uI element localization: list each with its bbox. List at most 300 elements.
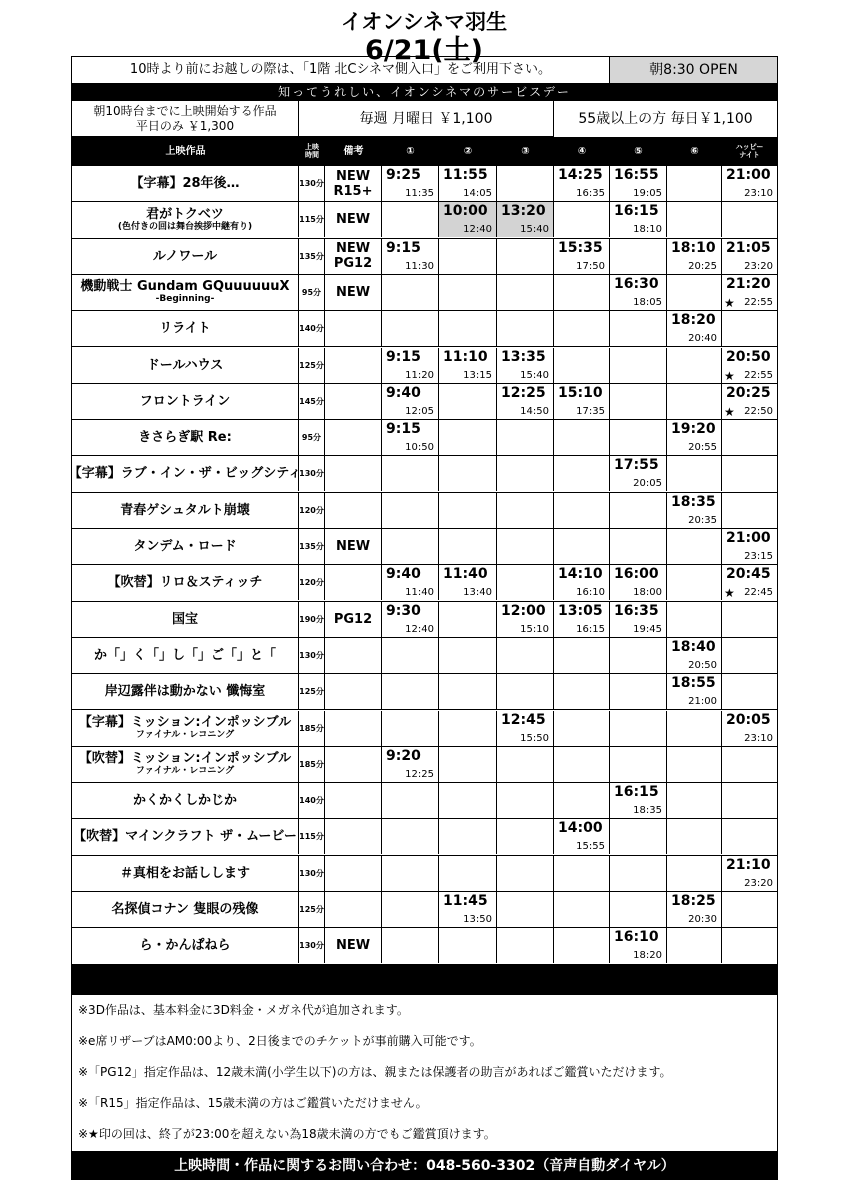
showtime-cell-6 xyxy=(667,565,722,600)
end-time: 12:40 xyxy=(463,224,492,236)
end-time: 18:00 xyxy=(633,587,662,599)
movie-title-cell xyxy=(72,166,299,201)
note-label: R15+ xyxy=(333,183,373,199)
start-time: 15:35 xyxy=(558,239,603,256)
showtime-cell-6 xyxy=(667,711,722,746)
schedule-row xyxy=(68,456,777,492)
showtime-cell-5[interactable] xyxy=(610,456,667,491)
movie-title-cell xyxy=(72,565,299,600)
note-label: PG12 xyxy=(333,256,373,272)
end-time: 11:35 xyxy=(405,188,434,199)
showtime-cell-4[interactable] xyxy=(554,602,610,637)
end-time: 21:00 xyxy=(688,696,717,708)
star-icon: ★ xyxy=(724,586,735,601)
showtime-cell-2[interactable] xyxy=(439,166,497,201)
showtime-cell-1 xyxy=(382,819,439,854)
end-time: 22:50 xyxy=(744,405,773,417)
movie-note xyxy=(325,456,382,491)
movie-title-cell xyxy=(72,928,299,963)
end-time: 19:05 xyxy=(633,188,662,199)
end-time: 17:35 xyxy=(576,405,605,417)
end-time: 14:50 xyxy=(520,405,549,417)
movie-duration: 95分 xyxy=(299,420,325,455)
start-time: 21:05 xyxy=(726,239,771,256)
showtime-cell-5[interactable] xyxy=(610,565,667,600)
start-time: 11:10 xyxy=(443,348,488,365)
showtime-cell-2 xyxy=(439,602,497,637)
movie-note xyxy=(325,819,382,854)
col-happy-night-line2: ナイト xyxy=(739,151,760,159)
movie-note xyxy=(325,747,382,782)
schedule-row xyxy=(72,166,777,202)
movie-duration: 130分 xyxy=(299,638,325,673)
movie-duration: 115分 xyxy=(299,819,325,854)
showtime-cell-happy-night[interactable] xyxy=(722,275,777,310)
movie-title-cell xyxy=(72,711,299,746)
start-time: 18:35 xyxy=(671,493,716,510)
movie-note xyxy=(325,239,382,274)
showtime-cell-4[interactable] xyxy=(554,166,610,201)
showtime-cell-6[interactable] xyxy=(667,674,722,709)
end-time: 12:25 xyxy=(405,768,434,780)
schedule-row xyxy=(72,529,777,565)
movie-title-cell xyxy=(72,420,299,455)
showtime-cell-4[interactable] xyxy=(554,819,610,854)
showtime-cell-6[interactable] xyxy=(667,311,722,346)
showtime-cell-6 xyxy=(667,202,722,237)
movie-duration: 125分 xyxy=(299,674,325,709)
col-screen-5: ⑤ xyxy=(634,145,643,157)
start-time: 12:25 xyxy=(501,384,546,401)
movie-title: タンデム・ロード xyxy=(133,539,237,554)
movie-title: フロントライン xyxy=(139,393,231,409)
start-time: 21:00 xyxy=(726,167,771,183)
movie-title: 【吹替】ミッション:インポッシブル xyxy=(78,751,292,767)
movie-title-cell xyxy=(72,602,299,637)
start-time: 16:15 xyxy=(614,203,659,220)
showtime-cell-happy-night[interactable] xyxy=(722,529,777,564)
showtime-cell-3 xyxy=(497,311,554,346)
movie-note xyxy=(325,565,382,600)
start-time: 16:00 xyxy=(614,566,659,583)
showtime-cell-2 xyxy=(439,275,497,310)
showtime-cell-happy-night xyxy=(722,456,777,491)
end-time: 23:20 xyxy=(744,877,773,889)
movie-duration: 135分 xyxy=(299,529,325,564)
schedule-row xyxy=(72,892,777,928)
showtime-cell-6 xyxy=(667,275,722,310)
start-time: 20:50 xyxy=(726,348,771,365)
movie-note xyxy=(325,420,382,455)
note-label: NEW xyxy=(335,539,371,554)
end-time: 20:30 xyxy=(688,914,717,925)
footnotes xyxy=(71,995,778,1152)
movie-note xyxy=(325,384,382,419)
showtime-cell-4 xyxy=(554,783,610,818)
showtime-cell-1 xyxy=(382,928,439,963)
movie-title: 君がトクベツ xyxy=(146,206,224,222)
movie-note xyxy=(325,674,382,709)
movie-title: 青春ゲシュタルト崩壊 xyxy=(120,502,250,518)
showtime-cell-4[interactable] xyxy=(554,565,610,600)
end-time: 12:05 xyxy=(405,405,434,417)
showtime-cell-5 xyxy=(610,674,667,709)
start-time: 11:45 xyxy=(443,893,488,909)
showtime-cell-3 xyxy=(497,819,554,854)
start-time: 9:40 xyxy=(386,566,421,583)
movie-duration: 130分 xyxy=(299,928,325,963)
movie-title-cell xyxy=(72,819,299,854)
showtime-cell-happy-night[interactable] xyxy=(722,239,777,274)
start-time: 16:10 xyxy=(614,929,659,946)
movie-title-cell xyxy=(72,493,299,528)
start-time: 20:05 xyxy=(726,711,771,728)
movie-title: 【吹替】マインクラフト ザ・ムービー xyxy=(73,829,297,845)
showtime-cell-5 xyxy=(610,892,667,927)
end-time: 20:05 xyxy=(633,478,662,490)
showtime-cell-3 xyxy=(497,493,554,528)
showtime-cell-6 xyxy=(667,819,722,854)
showtime-cell-happy-night[interactable] xyxy=(722,856,777,891)
start-time: 12:00 xyxy=(501,602,546,619)
showtime-cell-5 xyxy=(610,747,667,782)
showtime-cell-1 xyxy=(382,311,439,346)
col-screen-1: ① xyxy=(406,145,415,157)
end-time: 22:45 xyxy=(744,587,773,599)
showtime-cell-1 xyxy=(382,674,439,709)
showtime-cell-happy-night xyxy=(722,602,777,637)
showtime-cell-5[interactable] xyxy=(610,275,667,310)
movie-duration: 125分 xyxy=(299,348,325,383)
showtime-cell-2 xyxy=(439,529,497,564)
showtime-cell-4 xyxy=(554,529,610,564)
start-time: 11:55 xyxy=(443,167,488,183)
movie-title-cell xyxy=(72,856,299,891)
movie-duration: 145分 xyxy=(299,384,325,419)
movie-title-cell xyxy=(72,638,299,673)
showtime-cell-4 xyxy=(554,638,610,673)
showtime-cell-5 xyxy=(610,239,667,274)
entrance-notice: 10時より前にお越しの際は、「1階 北Cシネマ側入口」をご利用下さい。 xyxy=(72,57,610,83)
showtime-cell-1 xyxy=(382,275,439,310)
showtime-cell-2 xyxy=(439,928,497,963)
showtime-cell-5[interactable] xyxy=(610,602,667,637)
showtime-cell-4 xyxy=(554,456,610,491)
movie-title: ＃真相をお話しします xyxy=(119,865,250,881)
movie-title: 岸辺露伴は動かない 懺悔室 xyxy=(104,684,266,700)
movie-title: かくかくしかじか xyxy=(132,793,237,809)
showtime-cell-happy-night[interactable] xyxy=(722,348,777,383)
info-header xyxy=(71,56,778,166)
showtime-cell-3 xyxy=(497,456,554,491)
col-duration xyxy=(299,137,325,165)
promo-morning-line2: 平日のみ ￥1,300 xyxy=(135,119,235,133)
col-screen-3: ③ xyxy=(521,145,530,157)
start-time: 14:10 xyxy=(558,566,603,583)
movie-title: きさらぎ駅 Re: xyxy=(138,430,232,446)
showtime-cell-3[interactable] xyxy=(497,348,554,383)
start-time: 13:05 xyxy=(558,602,603,619)
showtime-cell-4 xyxy=(554,928,610,963)
showtime-cell-6[interactable] xyxy=(667,892,722,927)
showtime-cell-2[interactable] xyxy=(439,348,497,383)
note-label: NEW xyxy=(335,938,371,954)
showtime-cell-1 xyxy=(382,202,439,237)
movie-note xyxy=(325,348,382,383)
movie-note xyxy=(325,275,382,310)
movie-duration: 185分 xyxy=(299,711,325,746)
showtime-cell-6[interactable] xyxy=(667,420,722,455)
col-happy-night-line1: ハッピー xyxy=(735,143,764,151)
showtime-cell-6 xyxy=(667,783,722,818)
showtime-cell-5 xyxy=(610,819,667,854)
showtime-cell-1[interactable] xyxy=(382,166,439,201)
showtime-cell-1[interactable] xyxy=(382,348,439,383)
showtime-cell-5 xyxy=(610,493,667,528)
col-screen-2: ② xyxy=(463,145,473,157)
note-label: NEW xyxy=(335,284,371,300)
start-time: 14:25 xyxy=(558,167,603,183)
start-time: 12:45 xyxy=(501,711,546,728)
showtime-cell-4 xyxy=(554,275,610,310)
showtime-cell-happy-night xyxy=(722,819,777,854)
showtime-cell-3 xyxy=(497,783,554,818)
showtime-cell-6 xyxy=(667,166,722,201)
movie-note xyxy=(325,311,382,346)
start-time: 20:45 xyxy=(726,566,771,583)
col-note: 備考 xyxy=(343,145,364,157)
end-time: 22:55 xyxy=(744,296,773,308)
showtime-cell-3[interactable] xyxy=(497,202,554,237)
end-time: 13:15 xyxy=(463,369,492,381)
movie-duration: 115分 xyxy=(299,202,325,237)
showtime-cell-4 xyxy=(554,892,610,927)
movie-duration: 130分 xyxy=(299,856,325,891)
showtime-cell-4 xyxy=(554,202,610,237)
showtime-cell-1[interactable] xyxy=(382,747,439,782)
schedule-row xyxy=(72,783,777,819)
end-time: 11:20 xyxy=(405,369,434,381)
showtime-cell-5 xyxy=(610,420,667,455)
showtime-cell-happy-night[interactable] xyxy=(722,711,777,746)
movie-title: 【字幕】ラブ・イン・ザ・ビッグシティ xyxy=(68,466,302,482)
end-time: 16:35 xyxy=(576,188,605,199)
movie-title: か「」く「」し「」ご「」と「 xyxy=(93,647,276,663)
start-time: 18:20 xyxy=(671,312,716,329)
showtime-cell-happy-night xyxy=(722,638,777,673)
star-icon: ★ xyxy=(724,295,735,310)
schedule-row xyxy=(72,638,777,674)
movie-title: リライト xyxy=(159,321,211,337)
showtime-cell-1[interactable] xyxy=(382,420,439,455)
showtime-cell-4[interactable] xyxy=(554,384,610,419)
column-header xyxy=(72,137,777,165)
end-time: 13:50 xyxy=(463,914,492,925)
movie-title: 【吹替】リロ＆スティッチ xyxy=(107,575,263,591)
movie-note xyxy=(325,166,382,201)
schedule-date: 6/21(土) xyxy=(365,35,483,66)
showtime-cell-6 xyxy=(667,602,722,637)
schedule-row xyxy=(72,856,777,892)
end-time: 20:40 xyxy=(688,333,717,345)
start-time: 9:25 xyxy=(386,167,421,183)
showtime-cell-3 xyxy=(497,565,554,600)
showtime-cell-4[interactable] xyxy=(554,239,610,274)
showtime-cell-5 xyxy=(610,311,667,346)
start-time: 21:10 xyxy=(726,856,771,873)
showtime-cell-1 xyxy=(382,783,439,818)
movie-duration: 140分 xyxy=(299,783,325,818)
schedule-row xyxy=(72,674,777,710)
showtime-cell-1 xyxy=(382,529,439,564)
note-label: NEW xyxy=(335,212,371,228)
showtime-cell-3[interactable] xyxy=(497,602,554,637)
showtime-cell-1[interactable] xyxy=(382,565,439,600)
end-time: 23:15 xyxy=(744,551,773,562)
separator-bar xyxy=(71,965,778,995)
showtime-cell-4 xyxy=(554,348,610,383)
schedule-table xyxy=(68,166,778,965)
showtime-cell-happy-night[interactable] xyxy=(722,565,777,600)
showtime-cell-6 xyxy=(667,928,722,963)
movie-duration: 95分 xyxy=(299,275,325,310)
end-time: 20:35 xyxy=(688,514,717,526)
showtime-cell-1 xyxy=(382,711,439,746)
showtime-cell-2 xyxy=(439,384,497,419)
start-time: 9:15 xyxy=(386,421,421,438)
showtime-cell-1[interactable] xyxy=(382,602,439,637)
showtime-cell-happy-night xyxy=(722,420,777,455)
movie-title-cell xyxy=(68,456,302,491)
start-time: 16:55 xyxy=(614,167,659,183)
start-time: 21:00 xyxy=(726,530,771,546)
showtime-cell-5[interactable] xyxy=(610,783,667,818)
start-time: 10:00 xyxy=(443,203,488,220)
end-time: 15:55 xyxy=(576,841,605,853)
schedule-row xyxy=(72,275,777,311)
movie-note xyxy=(325,711,382,746)
movie-title-cell xyxy=(72,674,299,709)
movie-title: 名探偵コナン 隻眼の残像 xyxy=(111,902,259,917)
showtime-cell-1[interactable] xyxy=(382,384,439,419)
promo-morning xyxy=(72,101,299,137)
showtime-cell-2 xyxy=(439,819,497,854)
showtime-cell-4 xyxy=(554,493,610,528)
footnote-3d: ※3D作品は、基本料金に3D料金・メガネ代が追加されます。 xyxy=(78,1003,409,1017)
showtime-cell-5 xyxy=(610,711,667,746)
showtime-cell-2 xyxy=(439,239,497,274)
showtime-cell-5[interactable] xyxy=(610,202,667,237)
showtime-cell-2 xyxy=(439,493,497,528)
showtime-cell-happy-night xyxy=(722,311,777,346)
end-time: 11:40 xyxy=(405,587,434,599)
start-time: 20:25 xyxy=(726,384,771,401)
end-time: 23:10 xyxy=(744,188,773,199)
showtime-cell-6[interactable] xyxy=(667,493,722,528)
movie-subtitle: ファイナル・レコニング xyxy=(135,766,235,777)
showtime-cell-3 xyxy=(497,275,554,310)
start-time: 18:55 xyxy=(671,675,716,692)
showtime-cell-3[interactable] xyxy=(497,711,554,746)
schedule-row xyxy=(72,348,777,384)
end-time: 15:10 xyxy=(520,623,549,635)
showtime-cell-5[interactable] xyxy=(610,166,667,201)
movie-note xyxy=(325,638,382,673)
end-time: 22:55 xyxy=(744,369,773,381)
showtime-cell-1 xyxy=(382,856,439,891)
showtime-cell-1[interactable] xyxy=(382,239,439,274)
end-time: 15:50 xyxy=(520,732,549,744)
showtime-cell-2[interactable] xyxy=(439,565,497,600)
movie-title: 【字幕】28年後… xyxy=(130,176,240,191)
end-time: 23:20 xyxy=(744,260,773,272)
col-duration-line1: 上映 xyxy=(305,143,319,151)
movie-note xyxy=(325,602,382,637)
start-time: 21:20 xyxy=(726,275,771,292)
showtime-cell-happy-night xyxy=(722,783,777,818)
star-icon: ★ xyxy=(724,404,735,419)
movie-duration: 135分 xyxy=(299,239,325,274)
showtime-cell-5 xyxy=(610,384,667,419)
star-icon: ★ xyxy=(724,368,735,383)
end-time: 23:10 xyxy=(744,732,773,744)
showtime-cell-5[interactable] xyxy=(610,928,667,963)
showtime-cell-2 xyxy=(439,638,497,673)
movie-title-cell xyxy=(72,202,299,237)
showtime-cell-2 xyxy=(439,711,497,746)
movie-subtitle: ファイナル・レコニング xyxy=(135,730,235,740)
showtime-cell-2 xyxy=(439,856,497,891)
schedule-row xyxy=(72,711,777,747)
showtime-cell-happy-night[interactable] xyxy=(722,384,777,419)
movie-note xyxy=(325,493,382,528)
movie-title: 【字幕】ミッション:インポッシブル xyxy=(78,715,292,730)
col-screen-6: ⑥ xyxy=(690,145,699,157)
showtime-cell-3 xyxy=(497,638,554,673)
showtime-cell-happy-night xyxy=(722,202,777,237)
col-title: 上映作品 xyxy=(165,145,206,157)
movie-title: 機動戦士 Gundam GQuuuuuuX xyxy=(80,279,290,295)
start-time: 18:25 xyxy=(671,893,716,909)
schedule-row xyxy=(72,819,777,855)
showtime-cell-happy-night[interactable] xyxy=(722,166,777,201)
showtime-cell-2[interactable] xyxy=(439,202,497,237)
start-time: 19:20 xyxy=(671,421,716,438)
schedule-row xyxy=(72,747,777,783)
showtime-cell-happy-night xyxy=(722,892,777,927)
showtime-cell-2[interactable] xyxy=(439,892,497,927)
movie-subtitle: -Beginning- xyxy=(155,294,215,305)
showtime-cell-5 xyxy=(610,529,667,564)
showtime-cell-3[interactable] xyxy=(497,384,554,419)
showtime-cell-6[interactable] xyxy=(667,239,722,274)
end-time: 16:15 xyxy=(576,623,605,635)
showtime-cell-3 xyxy=(497,856,554,891)
movie-subtitle: (色付きの回は舞台挨拶中継有り) xyxy=(117,221,253,232)
showtime-cell-3 xyxy=(497,747,554,782)
showtime-cell-happy-night xyxy=(722,493,777,528)
end-time: 20:50 xyxy=(688,659,717,671)
showtime-cell-6[interactable] xyxy=(667,638,722,673)
end-time: 15:40 xyxy=(520,224,549,236)
movie-duration: 120分 xyxy=(299,565,325,600)
movie-duration: 130分 xyxy=(299,456,325,491)
schedule-row xyxy=(72,239,777,275)
schedule-row xyxy=(72,493,777,529)
showtime-cell-3 xyxy=(497,420,554,455)
movie-title-cell xyxy=(72,783,299,818)
showtime-cell-4 xyxy=(554,711,610,746)
